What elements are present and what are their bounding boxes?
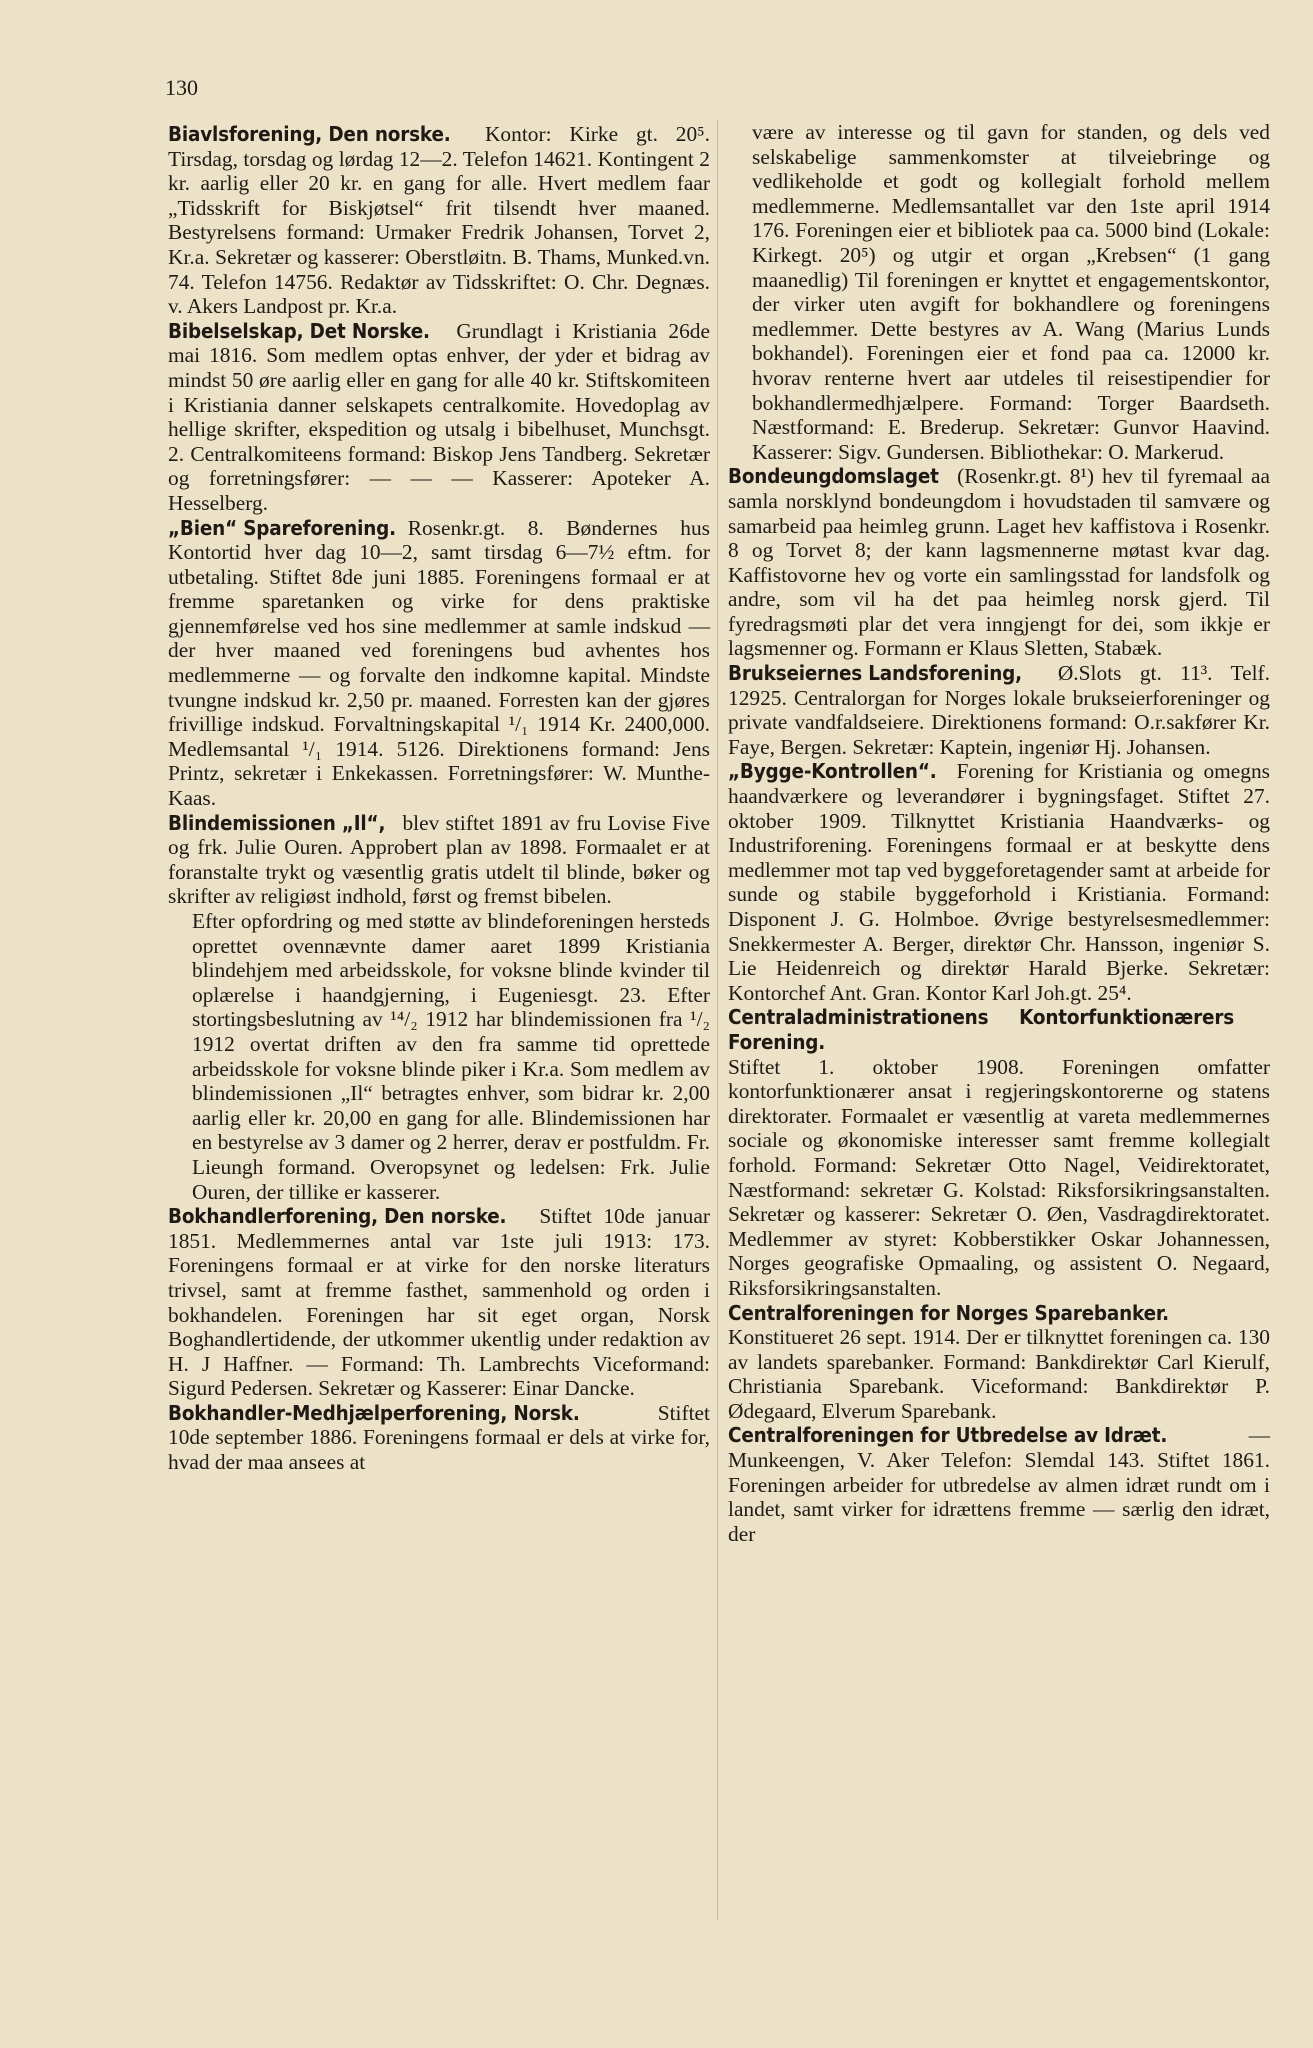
entry-bygge-kontrollen (728, 759, 1270, 1005)
entry-text: blev stiftet 1891 av fru Lovise Five og frk. Julie Ouren. Approbert plan av 1898. Formaalet er at foranstalte trykt og væsentlig gratis utdelt til blinde, bøker og skrifter av religiøst indhold, først og fremst bibelen. (168, 810, 710, 909)
entry-bondeungdomslaget (728, 464, 1270, 661)
entry-centraladministrationens (728, 1005, 1270, 1300)
entry-heading: Bokhandler-Medhjælperforening, Norsk. (168, 1400, 580, 1425)
entry-text: (Rosenkr.gt. 8¹) hev til fyremaal aa samla norsklynd bondeungdom i hovudstaden til samvære og samarbeid paa heimleg grunn. Laget hev kaffistova i Rosenkr. 8 og Torvet 8; der kann lagsmennerne møtast kvar dag. Kaffistovorne hev og vorte ein samlingsstad for landsfolk og andre, som vil ha det paa heimleg norsk gjerd. Til fyredragsmøti plar det vera inngjengt for dei, som ikkje er lagsmenner og. Formann er Klaus Sletten, Stabæk. (728, 464, 1271, 661)
entry-bien-spareforening (168, 516, 710, 811)
entry-text: Ø.Slots gt. 11³. Telf. 12925. Centralorgan for Norges lokale brukseierforeninger og private vandfaldseiere. Direktionens formand: O.r.sakfører Kr. Faye, Bergen. Sekretær: Kaptein, ingeniør Hj. Johansen. (728, 661, 1270, 759)
entry-heading: Bondeungdomslaget (728, 464, 939, 489)
entry-text: Forening for Kristiania og omegns haandværkere og leverandører i bygningsfaget. Stiftet 27. oktober 1909. Tilknyttet Kristiania Haandværks- og Industriforening. Foreningens formaal er at beskytte dens medlemmer mot tap ved byggeforetagender samt at arbeide for sunde og stabile byggeforhold i Kristiania. Formand: Disponent J. G. Holmboe. Øvrige bestyrelsesmedlemmer: Snekkermester A. Berger, direktør Chr. Hansson, ingeniør S. Lie Heidenreich og direktør Harald Bjerke. Sekretær: Kontorchef Ant. Gran. Kontor Karl Joh.gt. 25⁴. (728, 759, 1270, 1005)
entry-heading: Bokhandlerforening, Den norske. (168, 1204, 507, 1229)
entry-text: Rosenkr.gt. 8. Bøndernes hus Kontortid hver dag 10—2, samt tirsdag 6—7½ eftm. for utbetaling. Stiftet 8de juni 1885. Foreningens formaal er at fremme sparetanken og virke for dens praktiske gjennemførelse ved hos sine medlemmer at samle indskud — der hver maaned ved foreningens bud avhentes hos medlemmerne — og forvalte den indkomne kapital. Mindste tvungne indskud kr. 2,50 pr. maaned. Forresten kan der gjøres frivillige indskud. Forvaltningskapital ¹/₁ 1914 Kr. 2400,000. Medlemsantal ¹/₁ 1914. 5126. Direktionens formand: Jens Printz, sekretær i Enkekassen. Forretningsfører: W. Munthe-Kaas. (168, 515, 710, 811)
entry-text: Kontor: Kirke gt. 20⁵. Tirsdag, torsdag og lørdag 12—2. Telefon 14621. Kontingent 2 kr. aarlig eller 20 kr. en gang for alle. Hvert medlem faar „Tidsskrift for Biskjøtsel“ frit tilsendt hver maaned. Bestyrelsens formand: Urmaker Fredrik Johansen, Torvet 2, Kr.a. Sekretær og kasserer: Oberstløitn. B. Thams, Munked.vn. 74. Telefon 14756. Redaktør av Tidsskriftet: O. Chr. Degnæs. v. Akers Landpost pr. Kr.a. (168, 122, 710, 319)
entry-heading: Biavlsforening, Den norske. (168, 122, 451, 146)
entry-centralforeningen-idraet (728, 1423, 1270, 1546)
entry-text: Stiftet 10de januar 1851. Medlemmernes antal var 1ste juli 1913: 173. Foreningens formaal er at virke for den norske literaturs trivsel, samt at fremme fasthet, sammenhold og orden i bokhandelen. Foreningen har sit eget organ, Norsk Boghandlertidende, der utkommer ukentlig under redaktion av H. J Haffner. — Formand: Th. Lambrechts Viceformand: Sigurd Pedersen. Sekretær og Kasserer: Einar Dancke. (168, 1204, 710, 1401)
entry-text: Stiftet 10de september 1886. Foreningens formaal er dels at virke for, hvad der maa ansees at (168, 1400, 710, 1475)
entry-heading: „Bygge-Kontrollen“. (728, 759, 937, 784)
entry-text: — Munkeengen, V. Aker Telefon: Slemdal 143. Stiftet 1861. Foreningen arbeider for utbredelse av almen idræt rundt om i landet, samt virker for idrættens fremme — særlig den idræt, der (728, 1423, 1270, 1546)
entry-bokhandlerforening (168, 1204, 710, 1401)
entry-heading: Centralforeningen for Utbredelse av Idræt. (728, 1423, 1168, 1448)
entry-heading: Centraladministrationens Kontorfunktionærers Forening. (728, 1005, 1234, 1054)
entry-blindemissionen-continuation: Efter opfordring og med støtte av blindeforeningen hersteds oprettet ovennævnte damer aaret 1899 Kristiania blindehjem med arbeidsskole, for voksne blinde kvinder til oplærelse i haandgjerning, i Eugeniesgt. 23. Efter stortingsbeslutning av ¹⁴/₂ 1912 har blindemissionen fra ¹/₂ 1912 overtat driften av den fra samme tid oprettede arbeidsskole for voksne blinde piker i Kr.a. Som medlem av blindemissionen „Il“ betragtes enhver, som bidrar kr. 2,00 aarlig eller kr. 20,00 en gang for alle. Blindemissionen har en bestyrelse av 3 damer og 2 herrer, derav er postfuldm. Fr. Lieungh formand. Overopsynet og ledelsen: Frk. Julie Ouren, der tillike er kasserer. (192, 909, 710, 1204)
left-column (168, 122, 710, 1475)
entry-heading: Centralforeningen for Norges Sparebanker. (728, 1300, 1169, 1325)
entry-text: Stiftet 1. oktober 1908. Foreningen omfatter kontorfunktionærer ansat i regjeringskontorerne og statens direktorater. Formaalet er væsentlig at vareta medlemmernes sociale og økonomiske interesser samt fremme kollegialt forhold. Formand: Sekretær Otto Nagel, Veidirektoratet, Næstformand: sekretær G. Kolstad: Riksforsikringsanstalten. Sekretær og kasserer: Sekretær O. Øen, Vasdragdirektoratet. Medlemmer av styret: Kobberstikker Oskar Johannessen, Norges geografiske Opmaaling, og assistent O. Negaard, Riksforsikringsanstalten. (728, 1054, 1270, 1300)
entry-heading: Blindemissionen „Il“, (168, 810, 386, 835)
column-divider (717, 120, 718, 1920)
entry-brukseiernes-landsforening (728, 661, 1270, 759)
right-column (728, 120, 1270, 1546)
entry-biavlsforening (168, 122, 710, 319)
entry-text: Konstitueret 26 sept. 1914. Der er tilknyttet foreningen ca. 130 av landets sparebanker. Formand: Bankdirektør Carl Kierulf, Christiania Sparebank. Viceformand: Bankdirektør P. Ødegaard, Elverum Sparebank. (728, 1325, 1270, 1423)
entry-heading: Brukseiernes Landsforening, (728, 661, 1022, 686)
entry-bokhandler-medhjaelperforening (168, 1401, 710, 1475)
entry-text: være av interesse og til gavn for standen, og dels ved selskabelige sammenkomster at tilveiebringe og vedlikeholde et godt og kollegialt forhold mellem medlemmerne. Medlemsantallet var den 1ste april 1914 176. Foreningen eier et bibliotek paa ca. 5000 bind (Lokale: Kirkegt. 20⁵) og utgir et organ „Krebsen“ (1 gang maanedlig) Til foreningen er knyttet et engagementskontor, der virker uten avgift for bokhandlere og foreningens medlemmer. Dette bestyres av A. Wang (Marius Lunds bokhandel). Foreningen eier et fond paa ca. 12000 kr. hvorav renterne hvert aar utdeles til reisestipendier for bokhandlermedhjælpere. Formand: Torger Baardseth. Næstformand: E. Brederup. Sekretær: Gunvor Haavind. Kasserer: Sigv. Gundersen. Bibliothekar: O. Markerud. (752, 120, 1270, 464)
entry-bibelselskap (168, 319, 710, 516)
entry-heading: Bibelselskap, Det Norske. (168, 318, 430, 343)
entry-centralforeningen-sparebanker (728, 1301, 1270, 1424)
page-number: 130 (165, 75, 198, 100)
entry-continued-text (728, 120, 1270, 464)
entry-text: Grundlagt i Kristiania 26de mai 1816. Som medlem optas enhver, der yder et bidrag av mindst 50 øre aarlig eller en gang for alle 40 kr. Stiftskomiteen i Kristiania danner selskapets centralkomite. Hovedoplag av hellige skrifter, ekspedition og utsalg i bibelhuset, Munchsgt. 2. Centralkomiteens formand: Biskop Jens Tandberg. Sekretær og forretningsfører: — — — Kasserer: Apoteker A. Hesselberg. (168, 318, 710, 515)
entry-heading: „Bien“ Spareforening. (168, 515, 396, 540)
entry-blindemissionen (168, 811, 710, 909)
